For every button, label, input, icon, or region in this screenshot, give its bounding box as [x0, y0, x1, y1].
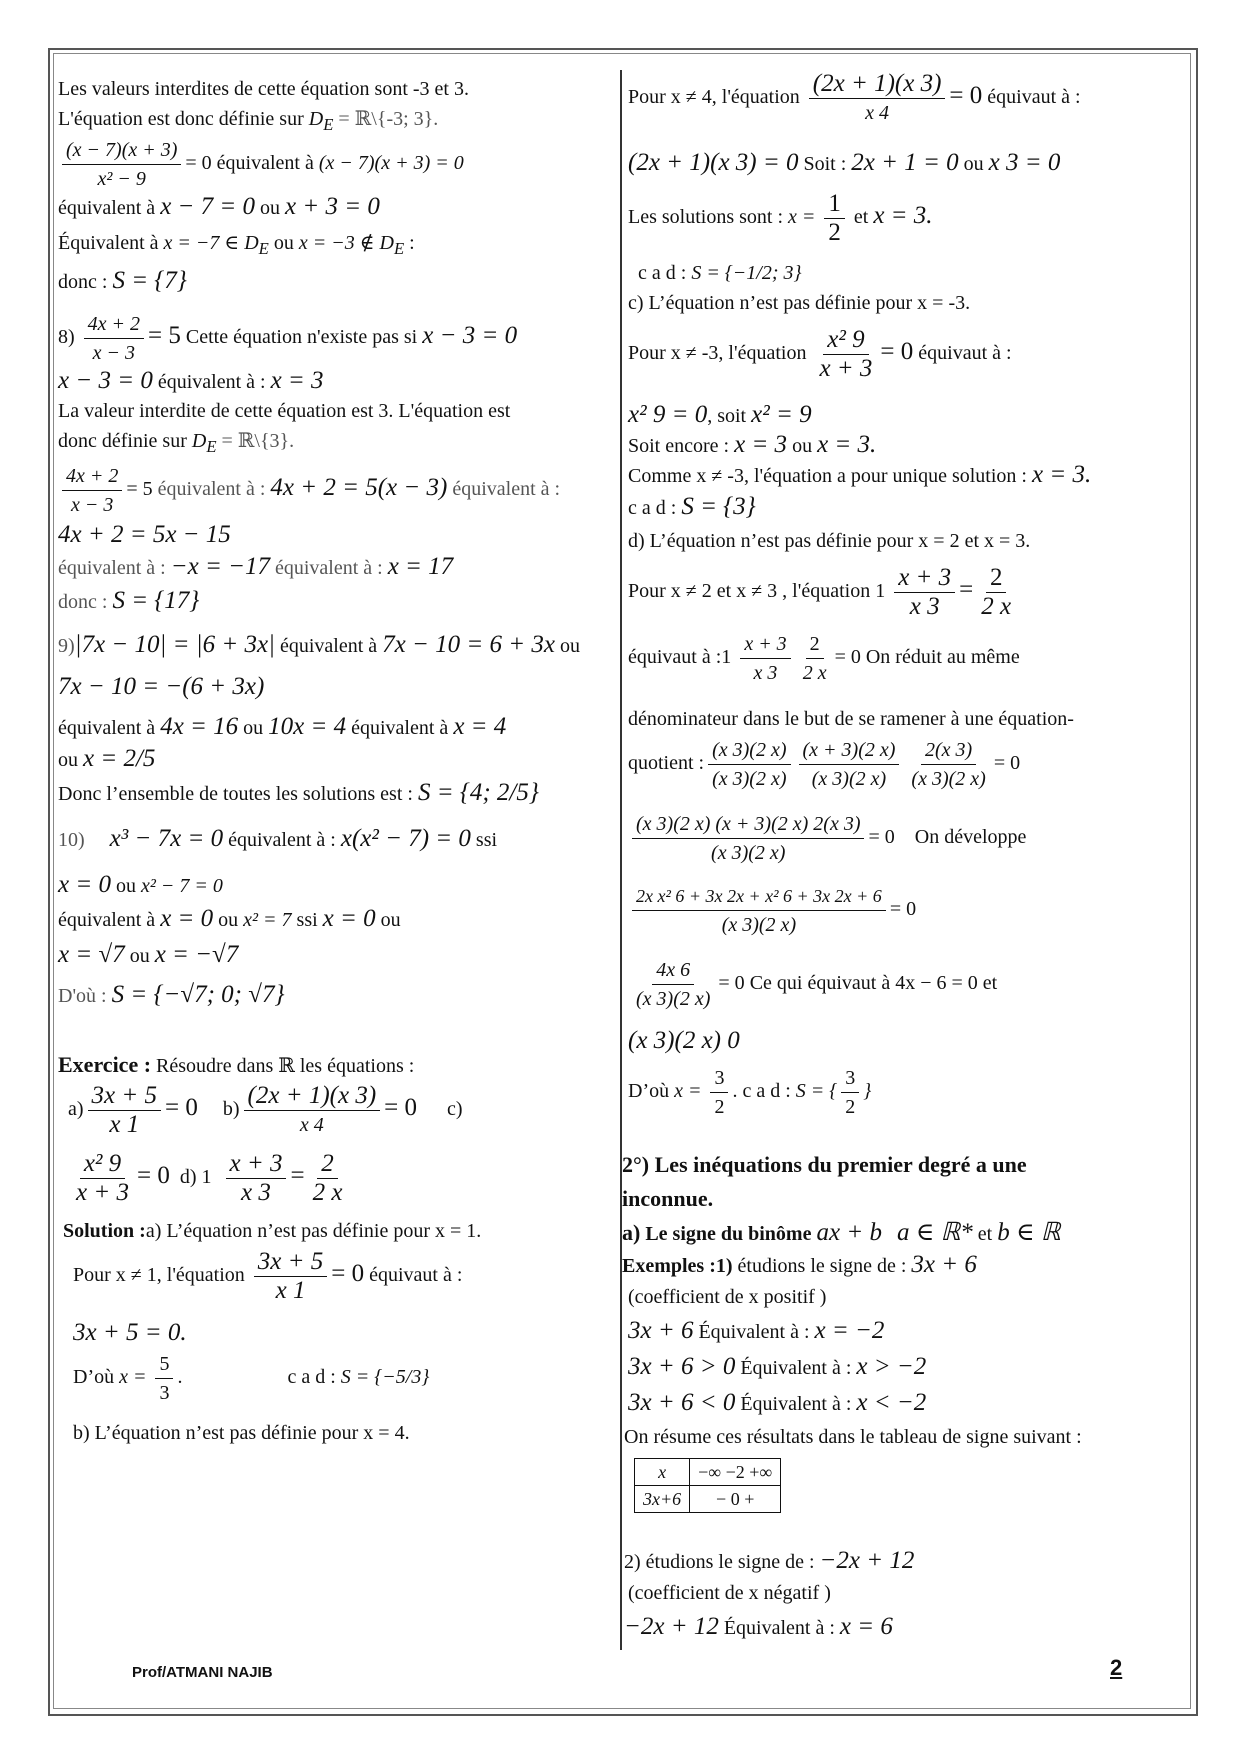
equation-line: (2x + 1)(x 3) = 0 Soit : 2x + 1 = 0 ou x 3 = 0	[628, 149, 1061, 176]
equation-line: équivalent à 4x = 16 ou 10x = 4 équivalent à x = 4	[58, 713, 507, 740]
equation-line: 10) x³ − 7x = 0 équivalent à : x(x² − 7) = 0 ssi	[58, 825, 498, 852]
equation-line: 9)|7x − 10| = |6 + 3x| équivalent à 7x − 10 = 6 + 3x ou	[58, 631, 580, 658]
example-heading: Exemples :1) étudions le signe de : 3x + 6	[622, 1251, 977, 1278]
table-cell: − 0 +	[690, 1486, 781, 1513]
equation-line: 3x + 6 > 0 Équivalent à : x > −2	[628, 1353, 927, 1380]
subsection-heading: a) Le signe du binôme ax + b a ∈ ℝ* et b ∈ ℝ	[622, 1219, 1061, 1246]
equation-line: Les solutions sont : x = $\frac{1}{2}$ et x = 3.	[628, 190, 933, 246]
table-cell: 3x+6	[635, 1486, 690, 1513]
sign-table	[634, 1458, 781, 1513]
column-divider	[620, 70, 622, 1650]
equation-line: D’où x = $\frac{3}{2}$ . c a d : S = { $\frac{3}{2}$ }	[628, 1064, 871, 1121]
text-line: dénominateur dans le but de se ramener à une équation-	[628, 708, 1074, 730]
text-line: c) L’équation n’est pas définie pour x = -3.	[628, 292, 971, 314]
equation-line: (x 3)(2 x) 0	[628, 1027, 740, 1054]
text-line: La valeur interdite de cette équation est 3. L'équation est	[58, 400, 511, 422]
equation-line: c a d : S = {3}	[628, 493, 756, 520]
equation-line: 7x − 10 = −(6 + 3x)	[58, 673, 265, 700]
equation-line: $\frac{4x 6}{(x 3)(2 x)}$ = 0 Ce qui équivaut à 4x − 6 = 0 et	[628, 956, 997, 1013]
equation-line: c a d : S = {−1/2; 3}	[638, 262, 802, 284]
equation-line: D'où : S = {−√7; 0; √7}	[58, 981, 285, 1008]
text-line: donc définie sur $D_E$ = ℝ\{3}.	[58, 430, 295, 456]
table-cell: x	[635, 1459, 690, 1486]
page-number: 2	[1110, 1655, 1123, 1680]
text-line: On résume ces résultats dans le tableau de signe suivant :	[624, 1426, 1082, 1448]
equation-line: quotient : $\frac{(x 3)(2 x)}{(x 3)(2 x)}$ $\frac{(x + 3)(2 x)}{(x 3)(2 x)}$ $\frac{2(x 3)}{(x 3)(2 x)}$ = 0	[628, 736, 1020, 793]
footer-author: Prof/ATMANI NAJIB	[132, 1664, 273, 1681]
equation-line: 3x + 5 = 0.	[73, 1319, 187, 1346]
equation-line: 3x + 6 < 0 Équivalent à : x < −2	[628, 1389, 927, 1416]
section-heading: 2°) Les inéquations du premier degré a une	[622, 1152, 1027, 1177]
equation-line: $\frac{4x + 2}{x - 3}$ = 5 équivalent à : 4x + 2 = 5(x − 3) équivalent à :	[58, 462, 560, 519]
text-line: (coefficient de x positif )	[628, 1286, 827, 1308]
equation-line: Pour x ≠ -3, l'équation $\frac{\text{x² 9}}{x + 3}$ = 0 équivaut à :	[628, 326, 1012, 382]
exercise-heading: Exercice : Résoudre dans ℝ les équations :	[58, 1052, 415, 1077]
equation-line: donc : S = {17}	[58, 587, 200, 614]
equation-line: Équivalent à x = −7 ∈ $D_E$ ou x = −3 ∉ $D_E$ :	[58, 232, 415, 258]
text-line: b) L’équation n’est pas définie pour x = 4.	[73, 1422, 410, 1444]
equation-line: Donc l’ensemble de toutes les solutions est : S = {4; 2/5}	[58, 779, 539, 806]
text-line: Les valeurs interdites de cette équation sont -3 et 3.	[58, 78, 469, 100]
text-line: (coefficient de x négatif )	[628, 1582, 831, 1604]
equation-line: Soit encore : x = 3 ou x = 3.	[628, 431, 877, 458]
equation-line: $\frac{(x 3)(2 x) (x + 3)(2 x) 2(x 3)}{(x 3)(2 x)}$ = 0 On développe	[628, 810, 1026, 867]
equation-line: Pour x ≠ 4, l'équation $\frac{(2x + 1)(x 3)}{x 4}$ = 0 équivaut à :	[628, 70, 1081, 124]
section-heading: inconnue.	[622, 1186, 714, 1211]
text-line: d) L’équation n’est pas définie pour x = 2 et x = 3.	[628, 530, 1031, 552]
equation-line: x = √7 ou x = −√7	[58, 941, 239, 968]
example-heading: 2) étudions le signe de : −2x + 12	[624, 1547, 915, 1574]
equation-line: équivaut à :1 $\frac{x + 3}{x 3}$ $\frac{2}{2 x}$ = 0 On réduit au même	[628, 630, 1020, 687]
equation-line: Pour x ≠ 1, l'équation $\frac{3x + 5}{x 1}$ = 0 équivaut à :	[73, 1248, 463, 1304]
equation-line: Pour x ≠ 2 et x ≠ 3 , l'équation 1 $\frac{x + 3}{x 3}$ = $\frac{2}{2 x}$	[628, 564, 1012, 620]
equation-line: 3x + 6 Équivalent à : x = −2	[628, 1317, 885, 1344]
equation-line: ou x = 2/5	[58, 745, 156, 772]
solution-heading: Solution :a) L’équation n’est pas définie pour x = 1.	[63, 1220, 482, 1242]
table-cell: −∞ −2 +∞	[690, 1459, 781, 1486]
page-border-inner	[53, 53, 1191, 1709]
equation-line: équivalent à x = 0 ou x² = 7 ssi x = 0 ou	[58, 905, 401, 932]
exercise-equations-cd: $\frac{\text{x² 9}}{x + 3}$ = 0 d) 1 $\frac{x + 3}{x 3}$ = $\frac{2}{2 x}$	[76, 1150, 343, 1206]
equation-line: D’où x = $\frac{5}{3}$ . c a d : S = {−5/3}	[58, 1350, 429, 1407]
equation-line: $\frac{\text{2x x² 6 + 3x 2x + x² 6 + 3x 2x + 6}}{(x 3)(2 x)}$ = 0	[628, 882, 916, 939]
equation-line: équivalent à : −x = −17 équivalent à : x = 17	[58, 553, 454, 580]
equation-line: x = 0 ou x² − 7 = 0	[58, 871, 223, 898]
equation-line: x² 9 = 0, soit x² = 9	[628, 401, 812, 428]
equation-line: 8) $\frac{4x + 2}{x - 3}$ = 5 Cette équation n'existe pas si x − 3 = 0	[58, 310, 517, 367]
equation-line: x − 3 = 0 équivalent à : x = 3	[58, 367, 324, 394]
equation-line: équivalent à x − 7 = 0 ou x + 3 = 0	[58, 193, 380, 220]
equation-line: −2x + 12 Équivalent à : x = 6	[624, 1613, 893, 1640]
equation-line: $\frac{(x - 7)(x + 3)}{\text{x² − 9}}$ = 0 équivalent à (x − 7)(x + 3) = 0	[58, 136, 464, 193]
exercise-equations-ab: a) $\frac{3x + 5}{x 1}$ = 0 b) $\frac{(2x + 1)(x 3)}{x 4}$ = 0 c)	[68, 1082, 463, 1138]
equation-line: Comme x ≠ -3, l'équation a pour unique solution : x = 3.	[628, 461, 1092, 488]
equation-line: 4x + 2 = 5x − 15	[58, 521, 231, 548]
text-line: L'équation est donc définie sur $D_E$ = ℝ\{-3; 3}.	[58, 108, 439, 134]
equation-line: donc : S = {7}	[58, 267, 187, 294]
